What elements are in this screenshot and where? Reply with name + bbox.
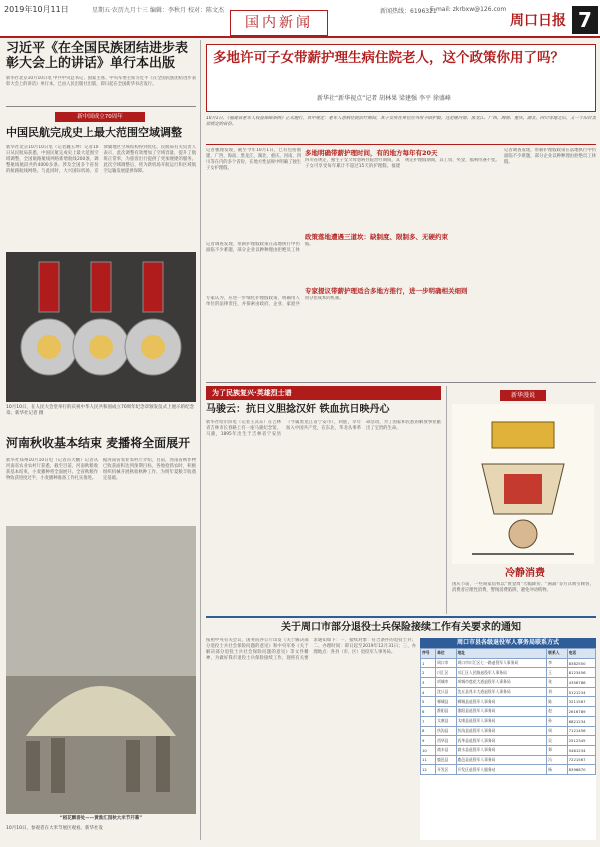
newspaper-logo: 周口日报 xyxy=(510,13,566,29)
medals-photo-caption: 10月10日，在人民大会堂举行的庆祝中华人民共和国成立70周年纪念章颁发仪式上展示的纪念章。新华社记者 摄 xyxy=(6,405,195,416)
table-cell: 淮阳县 xyxy=(436,707,456,717)
column-divider xyxy=(446,386,447,614)
table-row xyxy=(421,716,596,726)
table-cell: 开发区 xyxy=(436,765,456,775)
cartoon-illustration xyxy=(452,404,594,564)
table-cell: 太康县退役军人事务局 xyxy=(456,716,547,726)
table-header-cell: 地址 xyxy=(456,649,547,659)
lead-body-d: 记者调查发现，带薪护理假政策在落地执行中仍面临不少难题，部分企业以种种理由拒绝员工休假。 xyxy=(206,242,314,253)
subhead-1: 多地明确带薪护理时间，有的地方每年有20天 xyxy=(305,149,438,157)
article-body-harvest-2: 据河南省农业农村厅介绍，目前，河南省秋作物已收获面积达到预期目标，各地抢抓农时，积极组织机械开展秋收秋种工作，为明年夏粮丰收奠定基础。 xyxy=(103,458,196,481)
table-cell: 1 xyxy=(421,658,436,668)
table-cell: 太康县 xyxy=(436,716,456,726)
table-row xyxy=(421,736,596,746)
section-title: 国内新闻 xyxy=(230,10,328,36)
hero-series-banner: 为了民族复兴·英雄烈士谱 xyxy=(206,386,441,400)
table-cell: 鹿邑县 xyxy=(436,755,456,765)
article-title-publication: 习近平《在全国民族团结进步表彰大会上的讲话》单行本出版 xyxy=(6,41,189,71)
table-cell: 7121456 xyxy=(567,726,595,736)
table-cell: 8396870 xyxy=(567,765,595,775)
table-cell: 西华县退役军人事务局 xyxy=(456,736,547,746)
table-row xyxy=(421,745,596,755)
divider xyxy=(206,144,596,145)
rice-photo-note: 10月10日，参观者在大米节展区观看。新华社发 xyxy=(6,826,103,831)
table-cell: 陈 xyxy=(547,697,567,707)
table-cell: 郑 xyxy=(547,745,567,755)
rice-photo-title: “稻花飘香处——黄淮汇园秋大米节开幕” xyxy=(59,816,143,821)
table-cell: 张 xyxy=(547,678,567,688)
table-cell: 项城市 xyxy=(436,678,456,688)
table-cell: 冯 xyxy=(547,755,567,765)
lead-intro: 10月1日，《福建省老年人权益保障条例》正式施行，其中规定：老年人患病住院治疗期间，其子女所在单位应当给予陪护假。这是继河南、黑龙江、广西、海南、重庆、湖北、四川等地之后，又一个出台类似规定的省份。 xyxy=(206,116,596,127)
cartoon-banner: 新华漫说 xyxy=(500,390,546,401)
table-cell: 2616789 xyxy=(567,707,595,717)
table-row xyxy=(421,687,596,697)
column-divider xyxy=(200,40,201,840)
table-cell: 3 xyxy=(421,678,436,688)
lead-body-b: 四川省规定，独生子女父母患病住院治疗期间，其子女可享受每年累计不超过15天的护理假。福建规定护理假期间，其工资、奖金、福利待遇不变。 xyxy=(305,158,500,169)
table-cell: 7 xyxy=(421,716,436,726)
contact-table-panel xyxy=(420,638,596,840)
table-cell: 周 xyxy=(547,726,567,736)
divider xyxy=(206,382,596,383)
article-body-publication: 新华社北京10月10日电 中共中央总书记、国家主席、中央军委主席习近平《在全国民族团结进步表彰大会上的讲话》单行本，已由人民出版社出版，即日起在全国新华书店发行。 xyxy=(6,76,196,87)
table-row xyxy=(421,707,596,717)
table-cell: 4 xyxy=(421,687,436,697)
table-row xyxy=(421,755,596,765)
table-cell: 郸城县 xyxy=(436,697,456,707)
table-row xyxy=(421,658,596,668)
divider xyxy=(206,616,596,618)
table-cell: 8 xyxy=(421,726,436,736)
table-cell: 10 xyxy=(421,745,436,755)
medals-photo xyxy=(6,252,196,402)
table-cell: 商水县 xyxy=(436,745,456,755)
article-body-airspace: 新华社北京10月10日电（记者魏玉坤）记者10日从民航局获悉，中国民航完成史上最大范围空域调整，全国航路航线网络新增航线200条，调整航线航段共约4000多条。涉及全国多个省份的航路航线网络。与此同时，大兴国际机场、京津冀地区空域结构得到优化。民航局有关负责人表示，此次调整有效增加了空域容量，提升了航班正常率，为旅客出行提供了更加便捷的服务。此次空域调整后，将为新机场开航运行和区域航空运输发展提供保障。 xyxy=(6,145,196,174)
table-cell: 李 xyxy=(547,658,567,668)
table-cell: 5121234 xyxy=(567,687,595,697)
table-cell: 孙 xyxy=(547,716,567,726)
table-cell: 商水县退役军人事务局 xyxy=(456,745,547,755)
lead-byline: 新华社“新华视点”记者 胡林果 梁建强 李平 徐盛峰 xyxy=(317,95,451,102)
table-cell: 淮阳县退役军人事务局 xyxy=(456,707,547,717)
table-cell: 11 xyxy=(421,755,436,765)
lead-body-c: 记者调查发现，带薪护理假政策在落地执行中仍面临不少难题，部分企业以种种理由拒绝员工休假。 xyxy=(504,148,596,165)
table-cell: 项城市莲花大道退役军人事务局 xyxy=(456,678,547,688)
table-cell: 扶沟县退役军人事务局 xyxy=(456,726,547,736)
table-cell: 9 xyxy=(421,736,436,746)
hotline: 新闻热线：6196321 xyxy=(380,8,437,15)
lead-headline-box xyxy=(206,44,596,112)
table-cell: 5461234 xyxy=(567,745,595,755)
hero-feature-body: 新华社哈尔滨电（记者王其东）在吉林省吉林市长春路上有一座马骏纪念馆。马骏，1895年出生于吉林省宁安县（今属黑龙江省宁安市），回族，早年加入中国共产党，在东北、华北从事革命活动，为了国家和民族的解放事业献出了宝贵的生命。 xyxy=(206,420,441,437)
table-cell: 2512345 xyxy=(567,736,595,746)
table-cell: 杨 xyxy=(547,765,567,775)
divider xyxy=(6,106,196,107)
table-header-cell: 联系人 xyxy=(547,649,567,659)
table-cell: 扶沟县 xyxy=(436,726,456,736)
table-cell: 周口市川汇区七一路退役军人事务局 xyxy=(456,658,547,668)
table-row xyxy=(421,765,596,775)
table-cell: 郸城县退役军人事务局 xyxy=(456,697,547,707)
table-header-cell: 电话 xyxy=(567,649,595,659)
article-title-harvest: 河南秋收基本结束 麦播将全面展开 xyxy=(6,436,191,450)
table-row xyxy=(421,697,596,707)
table-cell: 7221567 xyxy=(567,755,595,765)
subhead-3: 专家提议带薪护理适合多地方推行，进一步明确相关细则 xyxy=(305,287,468,295)
table-cell: 周口市 xyxy=(436,658,456,668)
cartoon-title: 冷静消费 xyxy=(505,568,545,579)
table-cell: 王 xyxy=(547,668,567,678)
contact-table xyxy=(420,648,596,775)
page-number: 7 xyxy=(572,6,598,34)
lead-title: 多地许可子女带薪护理生病住院老人，这个政策你用了吗？ xyxy=(213,50,564,66)
lead-body-a: 记者梳理发现，截至今年10月1日，已有包括福建、广西、海南、黑龙江、湖北、重庆、河南、四川等在内的多个省份，在地方性法规中明确了独生子女护理假。 xyxy=(206,148,301,171)
article-title-airspace: 中国民航完成史上最大范围空域调整 xyxy=(6,126,182,139)
table-cell: 鹿邑县退役军人事务局 xyxy=(456,755,547,765)
table-cell: 5 xyxy=(421,697,436,707)
issue-date: 2019年10月11日 xyxy=(4,5,69,14)
cartoon-caption: 国庆节前，一些商家借机以“黄金周”大幅降价、“满减”等方式吸引顾客，消费者应理性消费，警惕消费陷阱，避免冲动购物。 xyxy=(452,582,594,593)
table-header-cell: 序号 xyxy=(421,649,436,659)
table-cell: 2 xyxy=(421,668,436,678)
table-row xyxy=(421,668,596,678)
contact-table-title: 周口市县各级退役军人事务局联系方式 xyxy=(420,638,596,648)
notice-body: 按照中央有关会议、国务院办公厅印发《关于解决部分退役士兵社会保险问题的意见》和中央军委《关于解决部分退役士兵社会保险问题的意见》等文件精神，为做好我市退役士兵保险接续工作，现将有关要求通知如下：一、接续对象：符合条件的退役士兵；二、办理时间：即日起至2019年12月31日；三、办理地点：各县（市、区）退役军人事务局。 xyxy=(206,638,416,661)
table-cell: 8123456 xyxy=(567,668,595,678)
table-cell: 开发区退役军人服务站 xyxy=(456,765,547,775)
table-header-row xyxy=(421,649,596,659)
editor: 编辑：李秋月 xyxy=(150,7,187,14)
table-cell: 沈丘县 xyxy=(436,687,456,697)
hero-feature-title: 马骏云：抗日义胆捻汉奸 铁血抗日映丹心 xyxy=(206,404,390,415)
table-cell: 刘 xyxy=(547,687,567,697)
table-cell: 川汇区人民路退役军人事务局 xyxy=(456,668,547,678)
table-cell: 川汇区 xyxy=(436,668,456,678)
subhead-2: 政策落地遭遇三道坎：缺制度、限制多、无硬约束 xyxy=(305,233,448,241)
table-cell: 4356788 xyxy=(567,678,595,688)
table-cell: 吴 xyxy=(547,736,567,746)
table-cell: 12 xyxy=(421,765,436,775)
proofreader: 校对：陈文杰 xyxy=(188,7,225,14)
weekday: 星期五·农历九月十三 xyxy=(92,7,148,14)
table-row xyxy=(421,678,596,688)
table-cell: 8382550 xyxy=(567,658,595,668)
lead-body-e: 专家认为，应进一步细化护理假政策，明确用人单位的法律责任，并探索由政府、企业、家庭共同分担成本的机制。 xyxy=(206,296,344,307)
masthead xyxy=(0,0,600,38)
notice-title: 关于周口市部分退役士兵保险接续工作有关要求的通知 xyxy=(281,622,521,633)
email: E-mail: zkrbxw@126.com xyxy=(430,6,507,13)
anniversary-banner: 新中国成立70周年 xyxy=(55,112,145,122)
rice-festival-photo xyxy=(6,526,196,814)
article-body-harvest: 新华社郑州10月10日电（记者冯大鹏）记者从河南省农业农村厅获悉，截至目前，河南秋粮收获基本结束，小麦播种将全面展开。全省秋粮作物收获进度过半，小麦播种准备工作扎实推进。 xyxy=(6,458,98,481)
table-cell: 6821234 xyxy=(567,716,595,726)
table-row xyxy=(421,726,596,736)
table-cell: 赵 xyxy=(547,707,567,717)
table-header-cell: 单位 xyxy=(436,649,456,659)
table-cell: 6 xyxy=(421,707,436,717)
table-cell: 沈丘县兆丰大道退役军人事务局 xyxy=(456,687,547,697)
table-cell: 3211567 xyxy=(567,697,595,707)
table-cell: 西华县 xyxy=(436,736,456,746)
